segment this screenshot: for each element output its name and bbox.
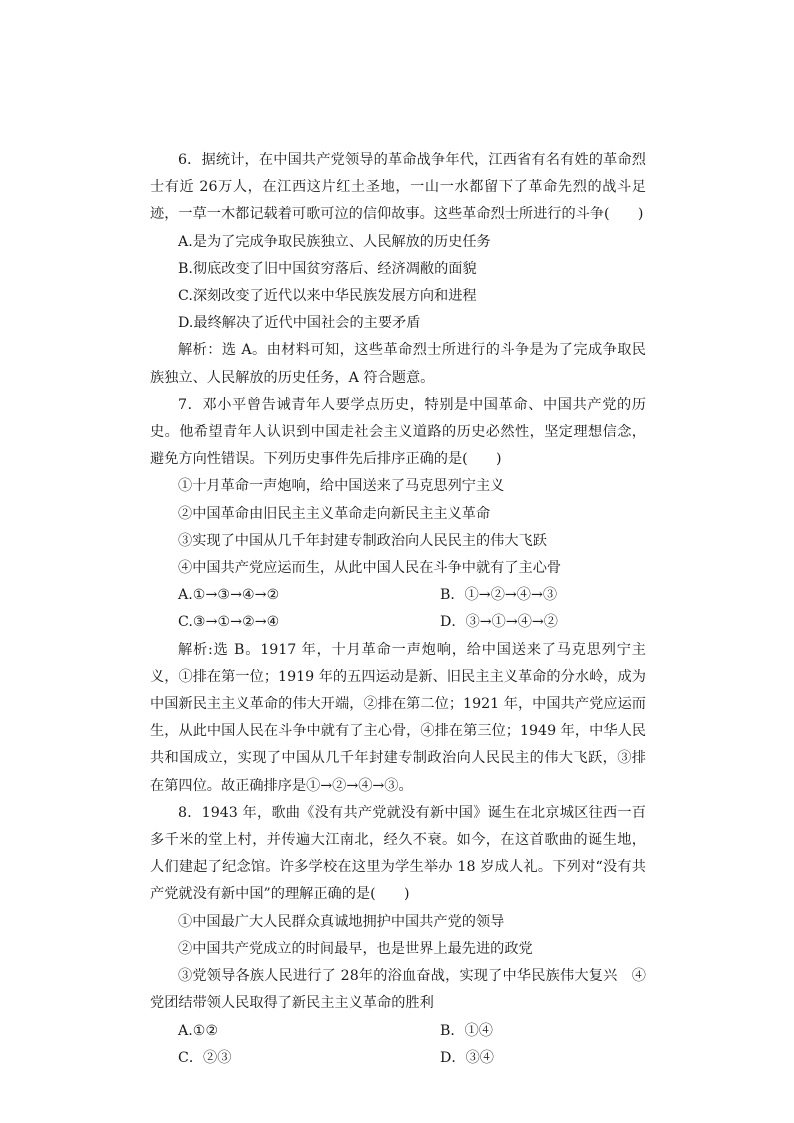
q7-stem: 7．邓小平曾告诫青年人要学点历史，特别是中国革命、中国共产党的历史。他希望青年人认识到中国走社会主义道路的历史必然性，坚定理想信念，避免方向性错误。下列历史事件先后排序正确的是( ) (150, 396, 646, 468)
q8-options-row-2 (150, 1045, 646, 1072)
q7-option-a: A.①→③→④→② (178, 587, 280, 604)
q7-item-1: ①十月革命一声炮响，给中国送来了马克思列宁主义 (178, 478, 505, 495)
q8-option-a: A.①② (178, 1022, 219, 1039)
q7-item-3: ③实现了中国从几千年封建专制政治向人民民主的伟大飞跃 (178, 532, 547, 549)
q8-item-3-4: ③党领导各族人民进行了 28年的浴血奋战，实现了中华民族伟大复兴 ④党团结带领人民取得了新民主主义革命的胜利 (150, 968, 646, 1012)
q7-options-row-2 (150, 609, 646, 636)
question-6 (150, 147, 646, 392)
question-7 (150, 392, 646, 800)
q6-stem: 6．据统计，在中国共产党领导的革命战争年代，江西省有名有姓的革命烈士有近 26万人，在江西这片红土圣地，一山一水都留下了革命先烈的战斗足迹，一草一木都记载着可歌可泣的信仰故事。这些革命烈士所进行的斗争( ) (150, 152, 646, 223)
question-8 (150, 800, 646, 1072)
q6-option-a: A.是为了完成争取民族独立、人民解放的历史任务 (178, 233, 491, 250)
q6-analysis: 解析：选 A。由材料可知，这些革命烈士所进行的斗争是为了完成争取民族独立、人民解放的历史任务，A 符合题意。 (150, 342, 646, 386)
q7-option-b: B．①→②→④→③ (440, 587, 558, 604)
document-page (150, 147, 646, 1072)
q7-analysis: 解析:选 B。1917 年，十月革命一声炮响，给中国送来了马克思列宁主义，①排在第一位；1919 年的五四运动是新、旧民主主义革命的分水岭，成为中国新民主主义革命的伟大开端，②排在第二位；1921 年，中国共产党应运而生，从此中国人民在斗争中就有了主心骨，④排在第三位；1949 年，中华人民共和国成立，实现了中国从几千年封建专制政治向人民民主的伟大飞跃，③排在第四位。故正确排序是①→②→④→③。 (150, 641, 646, 794)
q6-option-b: B.彻底改变了旧中国贫穷落后、经济凋敝的面貌 (178, 260, 477, 277)
q8-item-2: ②中国共产党成立的时间最早，也是世界上最先进的政党 (178, 940, 533, 957)
q6-option-d: D.最终解决了近代中国社会的主要矛盾 (178, 315, 421, 332)
q8-option-b: B．①④ (440, 1022, 493, 1039)
q7-options-row-1 (150, 582, 646, 609)
q7-option-d: D．③→①→④→② (440, 614, 558, 631)
q8-options-row-1 (150, 1018, 646, 1045)
q8-option-d: D．③④ (440, 1049, 494, 1066)
q8-stem: 8．1943 年，歌曲《没有共产党就没有新中国》诞生在北京城区往西一百多千米的堂上村，并传遍大江南北，经久不衰。如今，在这首歌曲的诞生地，人们建起了纪念馆。许多学校在这里为学生举办 18 岁成人礼。下列对“没有共产党就没有新中国”的理解正确的是( ) (150, 804, 647, 903)
q8-item-1: ①中国最广大人民群众真诚地拥护中国共产党的领导 (178, 913, 505, 930)
q6-option-c: C.深刻改变了近代以来中华民族发展方向和进程 (178, 288, 477, 305)
q7-item-2: ②中国革命由旧民主主义革命走向新民主主义革命 (178, 505, 491, 522)
q7-option-c: C.③→①→②→④ (178, 614, 280, 631)
q8-option-c: C．②③ (178, 1049, 232, 1066)
q7-item-4: ④中国共产党应运而生，从此中国人民在斗争中就有了主心骨 (178, 560, 562, 577)
